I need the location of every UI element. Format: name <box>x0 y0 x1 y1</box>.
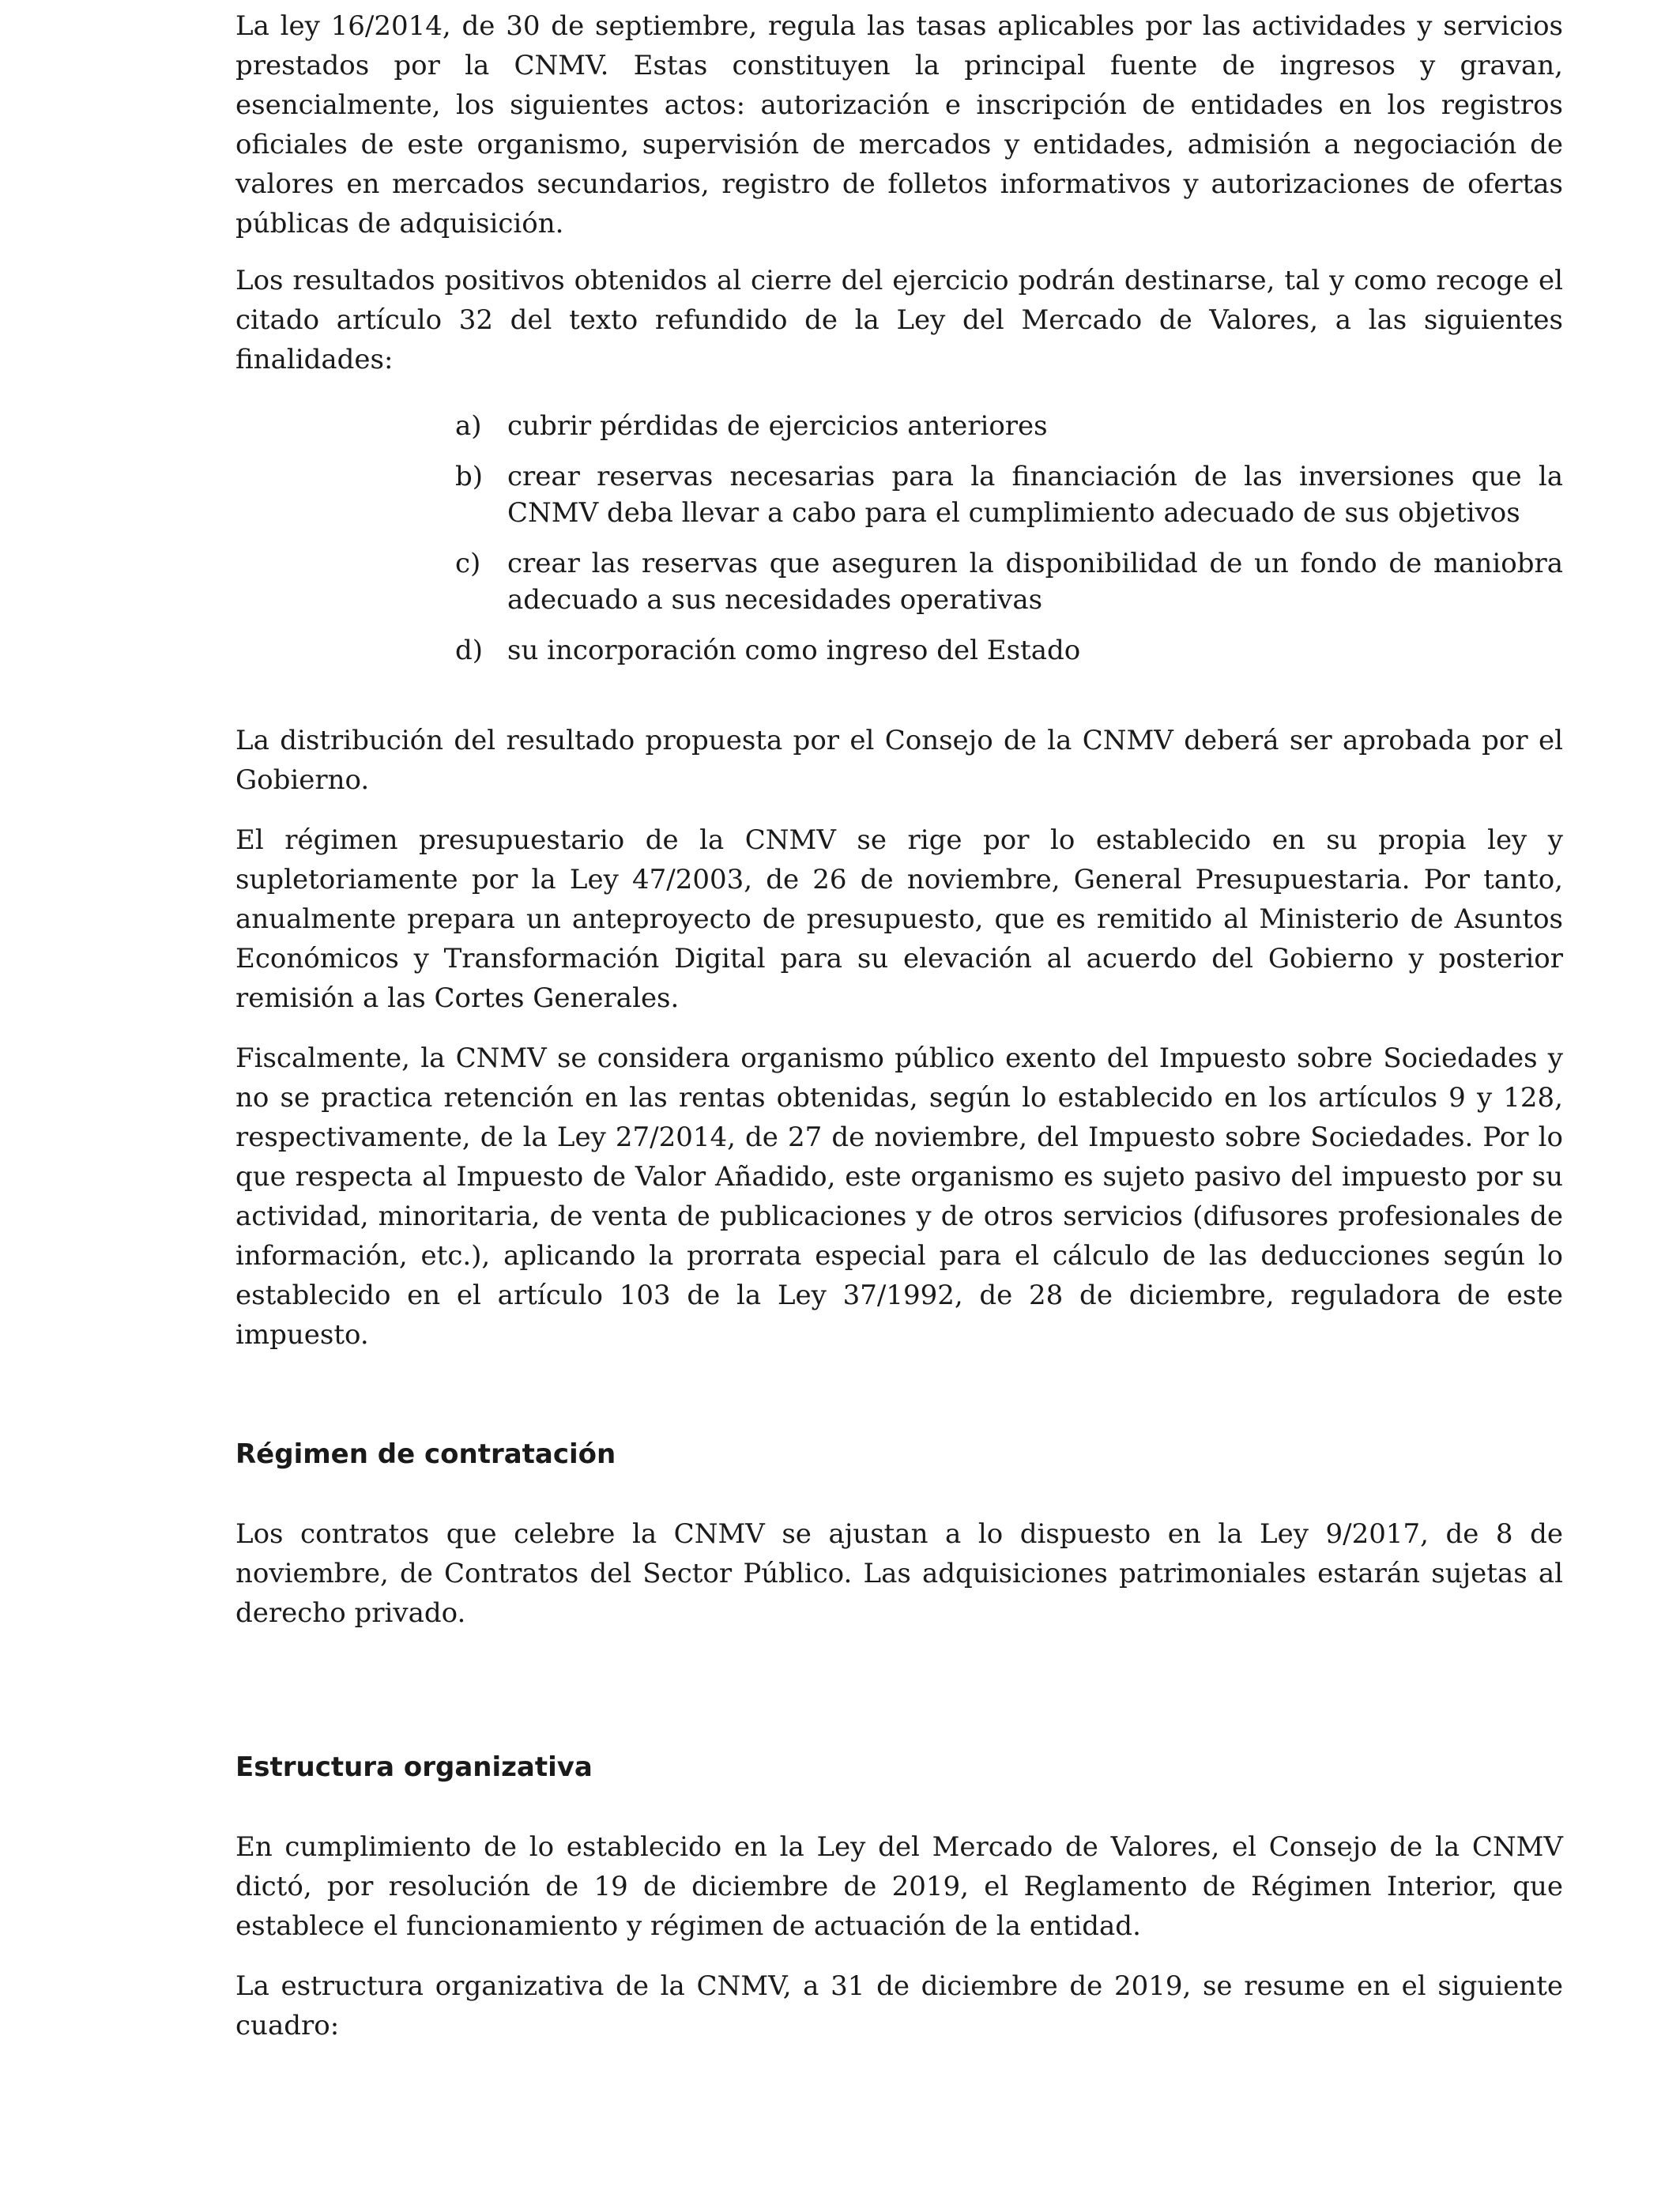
paragraph-reglamento: En cumplimiento de lo establecido en la Ley del Mercado de Valores, el Consejo de la CNMV dictó, por resolución de 19 de diciembre de 2019, el Reglamento de Régimen Interior, que establece el funcionamiento y régimen de actuación de la entidad. <box>235 1831 1563 1942</box>
document-page <box>235 0 1563 2045</box>
paragraph-fiscal: Fiscalmente, la CNMV se considera organismo público exento del Impuesto sobre Sociedades y no se practica retención en las rentas obtenidas, según lo establecido en los artículos 9 y 128, respectivamente, de la Ley 27/2014, de 27 de noviembre, del Impuesto sobre Sociedades. Por lo que respecta al Impuesto de Valor Añadido, este organismo es sujeto pasivo del impuesto por su actividad, minoritaria, de venta de publicaciones y de otros servicios (difusores profesionales de información, etc.), aplicando la prorrata especial para el cálculo de las deducciones según lo establecido en el artículo 103 de la Ley 37/1992, de 28 de diciembre, reguladora de este impuesto. <box>235 1042 1563 1351</box>
list-marker: c) <box>455 548 481 579</box>
paragraph-presupuestario: El régimen presupuestario de la CNMV se rige por lo establecido en su propia ley y supletoriamente por la Ley 47/2003, de 26 de noviembre, General Presupuestaria. Por tanto, anualmente prepara un anteproyecto de presupuesto, que es remitido al Ministerio de Asuntos Económicos y Transformación Digital para su elevación al acuerdo del Gobierno y posterior remisión a las Cortes Generales. <box>235 824 1563 1014</box>
heading-estructura: Estructura organizativa <box>235 1751 593 1783</box>
paragraph-cuadro: La estructura organizativa de la CNMV, a 31 de diciembre de 2019, se resume en el siguiente cuadro: <box>235 1970 1563 2041</box>
list-item-text: crear las reservas que aseguren la disponibilidad de un fondo de maniobra adecuado a sus necesidades operativas <box>507 548 1563 616</box>
list-item-text: su incorporación como ingreso del Estado <box>507 635 1081 666</box>
list-item <box>455 545 1563 618</box>
list-item <box>455 632 1563 669</box>
paragraph-resultados: Los resultados positivos obtenidos al cierre del ejercicio podrán destinarse, tal y como recoge el citado artículo 32 del texto refundido de la Ley del Mercado de Valores, a las siguientes finalidades: <box>235 265 1563 375</box>
list-item-text: crear reservas necesarias para la financiación de las inversiones que la CNMV deba llevar a cabo para el cumplimiento adecuado de sus objetivos <box>507 461 1563 529</box>
paragraph-contratacion: Los contratos que celebre la CNMV se ajustan a lo dispuesto en la Ley 9/2017, de 8 de noviembre, de Contratos del Sector Público. Las adquisiciones patrimoniales estarán sujetas al derecho privado. <box>235 1518 1563 1629</box>
list-item <box>455 458 1563 531</box>
list-marker: b) <box>455 461 484 492</box>
paragraph-distribucion: La distribución del resultado propuesta por el Consejo de la CNMV deberá ser aprobada por el Gobierno. <box>235 725 1563 796</box>
paragraph-tasas: La ley 16/2014, de 30 de septiembre, regula las tasas aplicables por las actividades y servicios prestados por la CNMV. Estas constituyen la principal fuente de ingresos y gravan, esencialmente, los siguientes actos: autorización e inscripción de entidades en los registros oficiales de este organismo, supervisión de mercados y entidades, admisión a negociación de valores en mercados secundarios, registro de folletos informativos y autorizaciones de ofertas públicas de adquisición. <box>235 10 1563 239</box>
list-item <box>455 408 1563 444</box>
list-marker: d) <box>455 635 484 666</box>
list-marker: a) <box>455 410 482 442</box>
list-item-text: cubrir pérdidas de ejercicios anteriores <box>507 410 1048 442</box>
heading-contratacion: Régimen de contratación <box>235 1438 616 1470</box>
finalidades-list <box>455 408 1563 669</box>
